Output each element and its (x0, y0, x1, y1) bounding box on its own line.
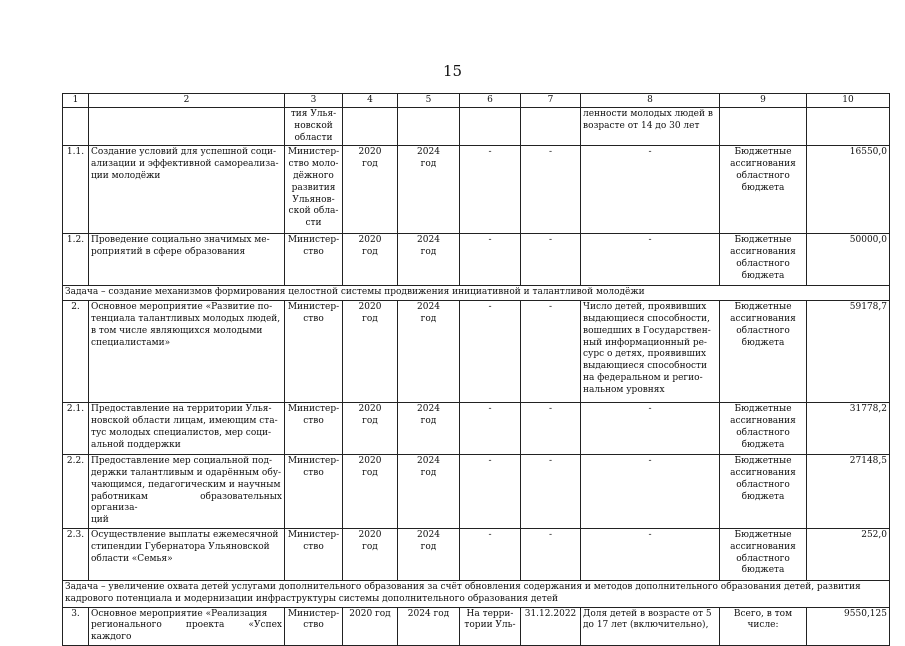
end-year: 2024 год (398, 146, 460, 234)
territory-cell: На терри- тории Уль- (460, 607, 521, 645)
amount-cell: 59178,7 (807, 301, 890, 403)
end-year: 2024 год (398, 455, 460, 529)
date-cell: - (521, 234, 581, 286)
table-row (63, 234, 890, 286)
task-row (63, 286, 890, 301)
program-table (62, 93, 890, 646)
indicator-cell: Число детей, проявивших выдающиеся способности, вошедших в Государствен- ный информационный ре- сурс о детях, проявивших выдающиеся способности на федеральном и регио- нальном уровнях (581, 301, 720, 403)
table-row (63, 146, 890, 234)
amount-cell: 16550,0 (807, 146, 890, 234)
amount-cell: 9550,125 (807, 607, 890, 645)
executor-cell: Министер- ство (285, 455, 343, 529)
activity-name: Основное мероприятие «Развитие по- тенциала талантливых молодых людей, в том числе являющихся молодыми специалистами» (89, 301, 285, 403)
indicator-cell: Доля детей в возрасте от 5 до 17 лет (включительно), (581, 607, 720, 645)
activity-name: Создание условий для успешной соци- ализации и эффективной самореализа- ции молодёжи (89, 146, 285, 234)
indicator-cell: - (581, 403, 720, 455)
activity-name: Основное мероприятие «Реализация регионального проекта «Успех каждого (89, 607, 285, 645)
amount-cell: 31778,2 (807, 403, 890, 455)
amount-cell: 252,0 (807, 528, 890, 580)
row-number: 2. (63, 301, 89, 403)
executor-cell: Министер- ство моло- дёжного развития Ульянов- ской обла- сти (285, 146, 343, 234)
date-cell: - (521, 403, 581, 455)
end-year: 2024 год (398, 403, 460, 455)
start-year: 2020 год (343, 403, 398, 455)
executor-cell: тия Улья- новской области (285, 108, 343, 146)
funding-source: Бюджетные ассигнования областного бюджета (720, 146, 807, 234)
indicator-cell: - (581, 234, 720, 286)
col-header: 5 (398, 94, 460, 108)
row-number: 3. (63, 607, 89, 645)
row-number: 2.1. (63, 403, 89, 455)
col-header: 8 (581, 94, 720, 108)
indicator-cell: - (581, 528, 720, 580)
col-header: 7 (521, 94, 581, 108)
col-header: 3 (285, 94, 343, 108)
start-year: 2020 год (343, 146, 398, 234)
col-header: 1 (63, 94, 89, 108)
date-cell: - (521, 301, 581, 403)
executor-cell: Министер- ство (285, 301, 343, 403)
row-number: 2.3. (63, 528, 89, 580)
activity-name: Осуществление выплаты ежемесячной стипендии Губернатора Ульяновской области «Семья» (89, 528, 285, 580)
start-year: 2020 год (343, 301, 398, 403)
start-year: 2020 год (343, 528, 398, 580)
territory-cell: - (460, 146, 521, 234)
date-cell: - (521, 528, 581, 580)
column-number-row (63, 94, 890, 108)
executor-cell: Министер- ство (285, 528, 343, 580)
table-row (63, 528, 890, 580)
date-cell: 31.12.2022 (521, 607, 581, 645)
indicator-cell: ленности молодых людей в возрасте от 14 до 30 лет (581, 108, 720, 146)
executor-cell: Министер- ство (285, 607, 343, 645)
territory-cell: - (460, 403, 521, 455)
start-year: 2020 год (343, 234, 398, 286)
funding-source: Всего, в том числе: (720, 607, 807, 645)
activity-name: Проведение социально значимых ме- роприятий в сфере образования (89, 234, 285, 286)
col-header: 9 (720, 94, 807, 108)
date-cell: - (521, 455, 581, 529)
col-header: 2 (89, 94, 285, 108)
row-number: 1.2. (63, 234, 89, 286)
indicator-cell: - (581, 146, 720, 234)
activity-name: Предоставление на территории Улья- новской области лицам, имеющим ста- тус молодых специалистов, мер соци- альной поддержки (89, 403, 285, 455)
amount-cell: 27148,5 (807, 455, 890, 529)
indicator-cell: - (581, 455, 720, 529)
table-row (63, 301, 890, 403)
territory-cell: - (460, 455, 521, 529)
funding-source: Бюджетные ассигнования областного бюджета (720, 528, 807, 580)
task-text: Задача – увеличение охвата детей услугами дополнительного образования за счёт обновления содержания и методов дополнительного образования детей, развития кадрового потенциала и модернизации инфраструктуры системы дополнительного образования детей (63, 580, 890, 607)
task-row (63, 580, 890, 607)
executor-cell: Министер- ство (285, 403, 343, 455)
col-header: 4 (343, 94, 398, 108)
funding-source: Бюджетные ассигнования областного бюджета (720, 403, 807, 455)
start-year: 2020 год (343, 607, 398, 645)
executor-cell: Министер- ство (285, 234, 343, 286)
territory-cell: - (460, 301, 521, 403)
territory-cell: - (460, 528, 521, 580)
start-year: 2020 год (343, 455, 398, 529)
amount-cell: 50000,0 (807, 234, 890, 286)
row-number: 2.2. (63, 455, 89, 529)
table-row (63, 403, 890, 455)
task-text: Задача – создание механизмов формирования целостной системы продвижения инициативной и талантливой молодёжи (63, 286, 890, 301)
continuation-row (63, 108, 890, 146)
territory-cell: - (460, 234, 521, 286)
page-number: 15 (442, 62, 463, 80)
funding-source: Бюджетные ассигнования областного бюджета (720, 455, 807, 529)
funding-source: Бюджетные ассигнования областного бюджета (720, 301, 807, 403)
end-year: 2024 год (398, 301, 460, 403)
end-year: 2024 год (398, 607, 460, 645)
row-number: 1.1. (63, 146, 89, 234)
end-year: 2024 год (398, 528, 460, 580)
end-year: 2024 год (398, 234, 460, 286)
table-row (63, 455, 890, 529)
col-header: 10 (807, 94, 890, 108)
col-header: 6 (460, 94, 521, 108)
funding-source: Бюджетные ассигнования областного бюджета (720, 234, 807, 286)
date-cell: - (521, 146, 581, 234)
activity-name: Предоставление мер социальной под- держки талантливым и одарённым обу- чающимся, педагогическим и научным работникам образовательных организа- ций (89, 455, 285, 529)
